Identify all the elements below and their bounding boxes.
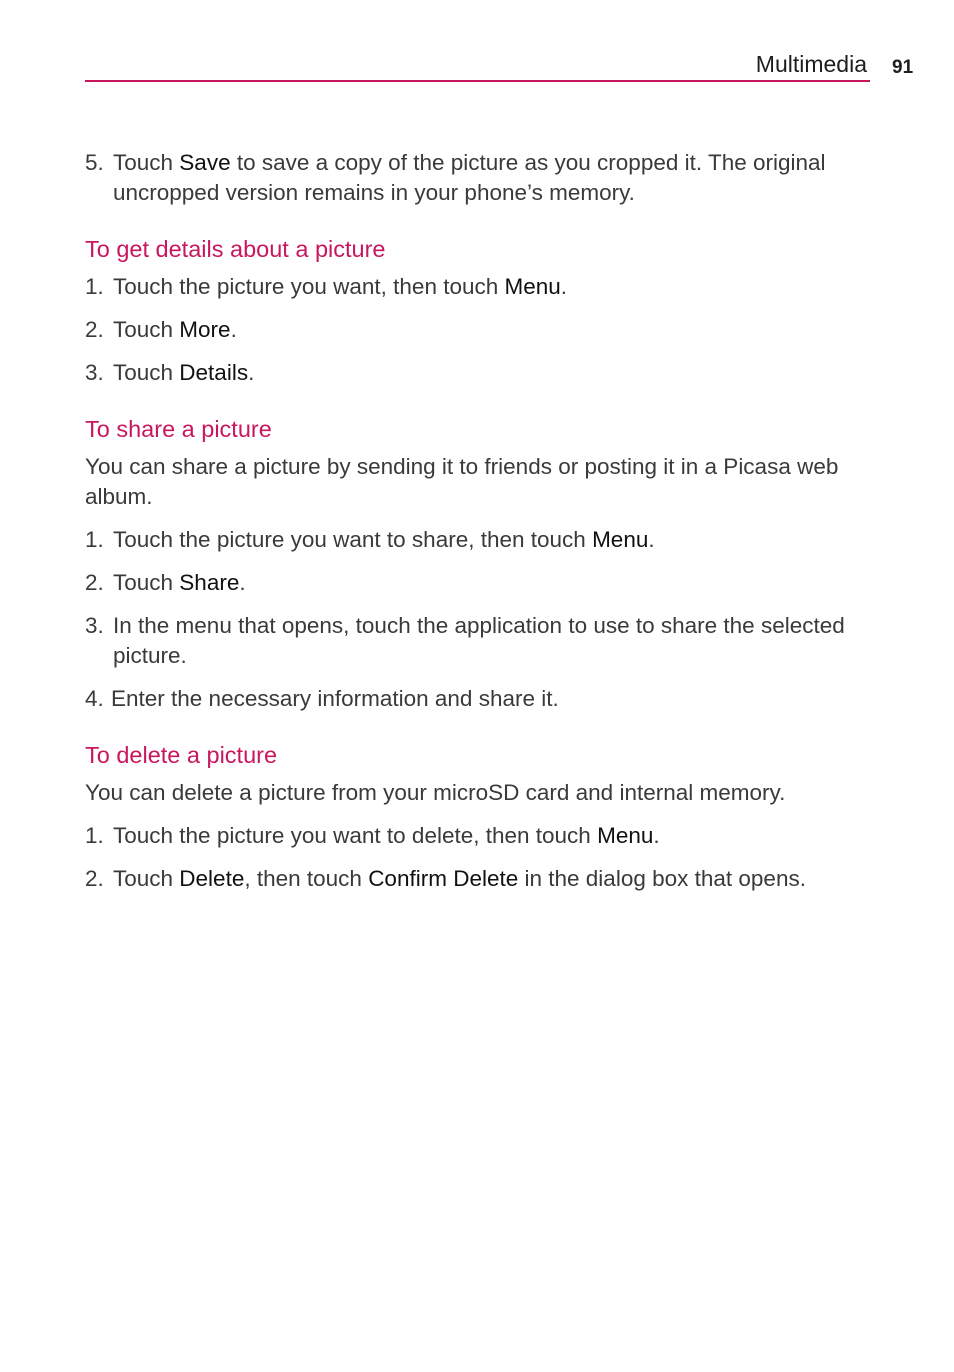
step-save: [85, 148, 875, 208]
ui-term: Delete: [179, 866, 245, 891]
page-header: [85, 50, 870, 82]
header-rule: [85, 80, 870, 82]
step-text: Touch Save to save a copy of the picture as you cropped it. The original uncropped version remains in your phone’s memory.: [113, 150, 826, 205]
ui-term: Confirm Delete: [368, 866, 519, 891]
details-step-2: 2. Touch More.: [85, 317, 237, 342]
ui-term: Menu: [504, 274, 561, 299]
details-step-3: 3. Touch Details.: [85, 360, 255, 385]
details-step-1: 1. Touch the picture you want, then touch Menu.: [85, 274, 568, 299]
ui-term: Share: [179, 570, 240, 595]
ui-term: Save: [179, 150, 231, 175]
share-intro: You can share a picture by sending it to friends or posting it in a Picasa web album.: [85, 454, 839, 509]
heading-details: To get details about a picture: [85, 236, 386, 262]
page-number: 91: [892, 57, 914, 78]
ui-term: Details: [179, 360, 249, 385]
chapter-title: Multimedia: [755, 51, 867, 77]
share-step-2: 2. Touch Share.: [85, 570, 246, 595]
ui-term: Menu: [597, 823, 654, 848]
delete-intro: You can delete a picture from your microSD card and internal memory.: [85, 780, 786, 805]
share-step-3: 3. In the menu that opens, touch the application to use to share the selected picture.: [85, 613, 845, 668]
heading-delete: To delete a picture: [85, 742, 278, 768]
ui-term: More: [179, 317, 231, 342]
share-step-4: 4. Enter the necessary information and share it.: [85, 686, 559, 711]
share-step-1: 1. Touch the picture you want to share, then touch Menu.: [85, 527, 655, 552]
heading-share: To share a picture: [85, 416, 272, 442]
delete-step-2: 2. Touch Delete, then touch Confirm Delete in the dialog box that opens.: [85, 866, 806, 891]
step-number: 5.: [85, 150, 104, 175]
delete-step-1: 1. Touch the picture you want to delete, then touch Menu.: [85, 823, 660, 848]
ui-term: Menu: [592, 527, 649, 552]
page-content: [85, 148, 875, 907]
